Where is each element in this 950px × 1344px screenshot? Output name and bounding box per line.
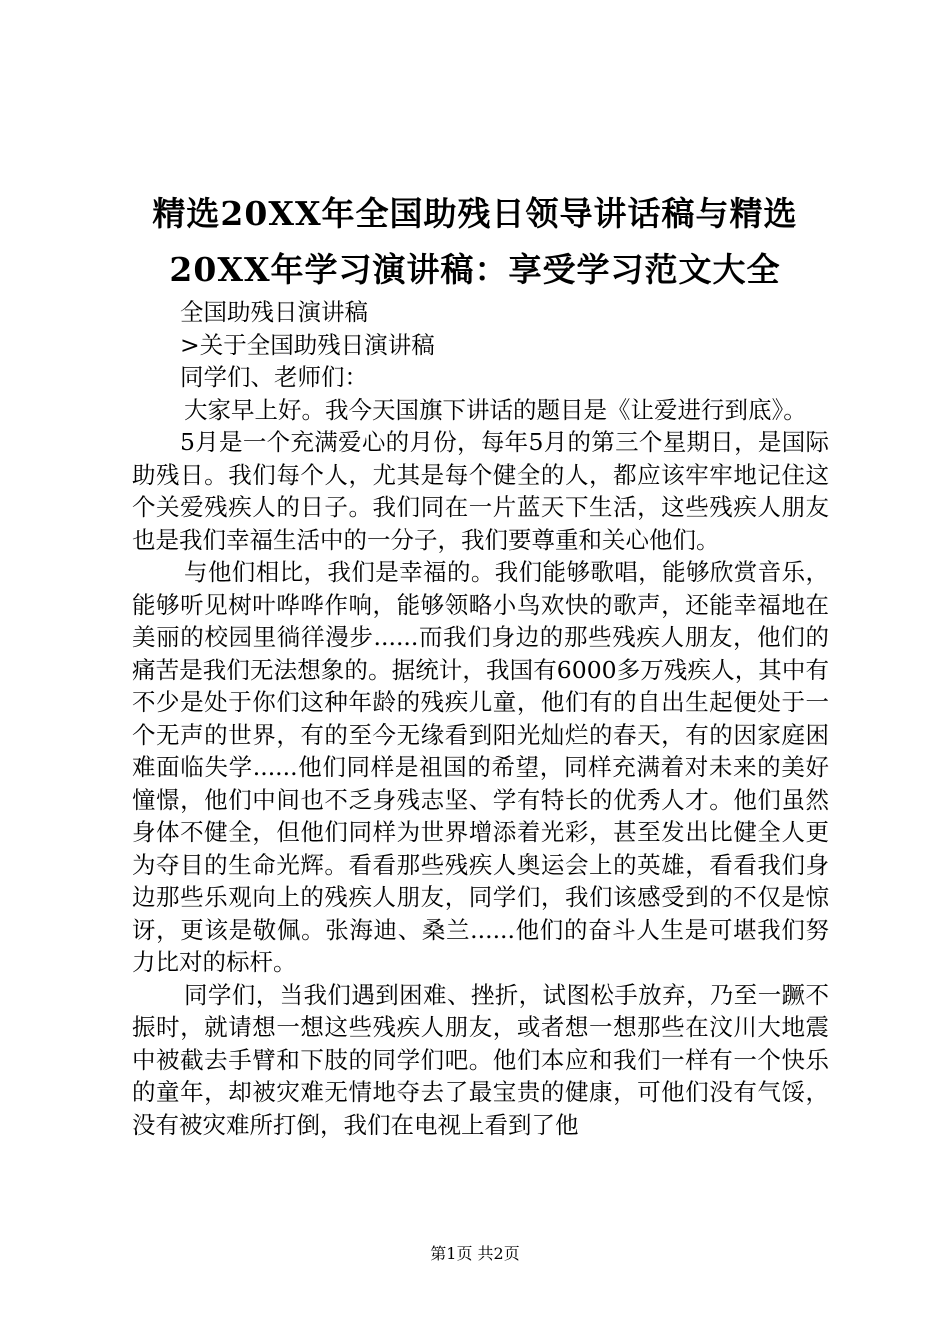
salutation: 同学们、老师们： [180,363,368,391]
link-line: >关于全国助残日演讲稿 [180,330,435,359]
document-body [132,296,829,1141]
paragraph-1: 大家早上好。我今天国旗下讲话的题目是《让爱进行到底》。 [184,395,807,424]
title-line-1: 精选20XX年全国助残日领导讲话稿与精选 [152,194,798,233]
page-footer: 第1页 共2页 [430,1244,520,1263]
paragraph-4: 同学们，当我们遇到困难、挫折，试图松手放弃，乃至一蹶不振时，就请想一想这些残疾人朋友，或者想一想那些在汶川大地震中被截去手臂和下肢的同学们吧。他们本应和我们一样有一个快乐的童年，却被灾难无情地夺去了最宝贵的健康，可他们没有气馁，没有被灾难所打倒，我们在电视上看到了他 [132,980,829,1139]
subheading: 全国助残日演讲稿 [180,298,368,326]
title-line-2: 20XX年学习演讲稿：享受学习范文大全 [169,250,781,289]
paragraph-3: 与他们相比，我们是幸福的。我们能够歌唱，能够欣赏音乐，能够听见树叶哗哗作响，能够领略小鸟欢快的歌声，还能幸福地在美丽的校园里徜徉漫步......而我们身边的那些残疾人朋友，他们的痛苦是我们无法想象的。据统计，我国有6000多万残疾人，其中有不少是处于你们这种年龄的残疾儿童，他们有的自出生起便处于一个无声的世界，有的至今无缘看到阳光灿烂的春天，有的因家庭困难面临失学......他们同样是祖国的希望，同样充满着对未来的美好憧憬，他们中间也不乏身残志坚、学有特长的优秀人才。他们虽然身体不健全，但他们同样为世界增添着光彩，甚至发出比健全人更为夺目的生命光辉。看看那些残疾人奥运会上的英雄，看看我们身边那些乐观向上的残疾人朋友，同学们，我们该感受到的不仅是惊讶，更该是敬佩。张海迪、桑兰......他们的奋斗人生是可堪我们努力比对的标杆。 [132,558,829,976]
document-title [120,186,830,298]
paragraph-2: 5月是一个充满爱心的月份，每年5月的第三个星期日，是国际助残日。我们每个人，尤其是每个健全的人，都应该牢牢地记住这个关爱残疾人的日子。我们同在一片蓝天下生活，这些残疾人朋友也是我们幸福生活中的一分子，我们要尊重和关心他们。 [132,428,829,554]
